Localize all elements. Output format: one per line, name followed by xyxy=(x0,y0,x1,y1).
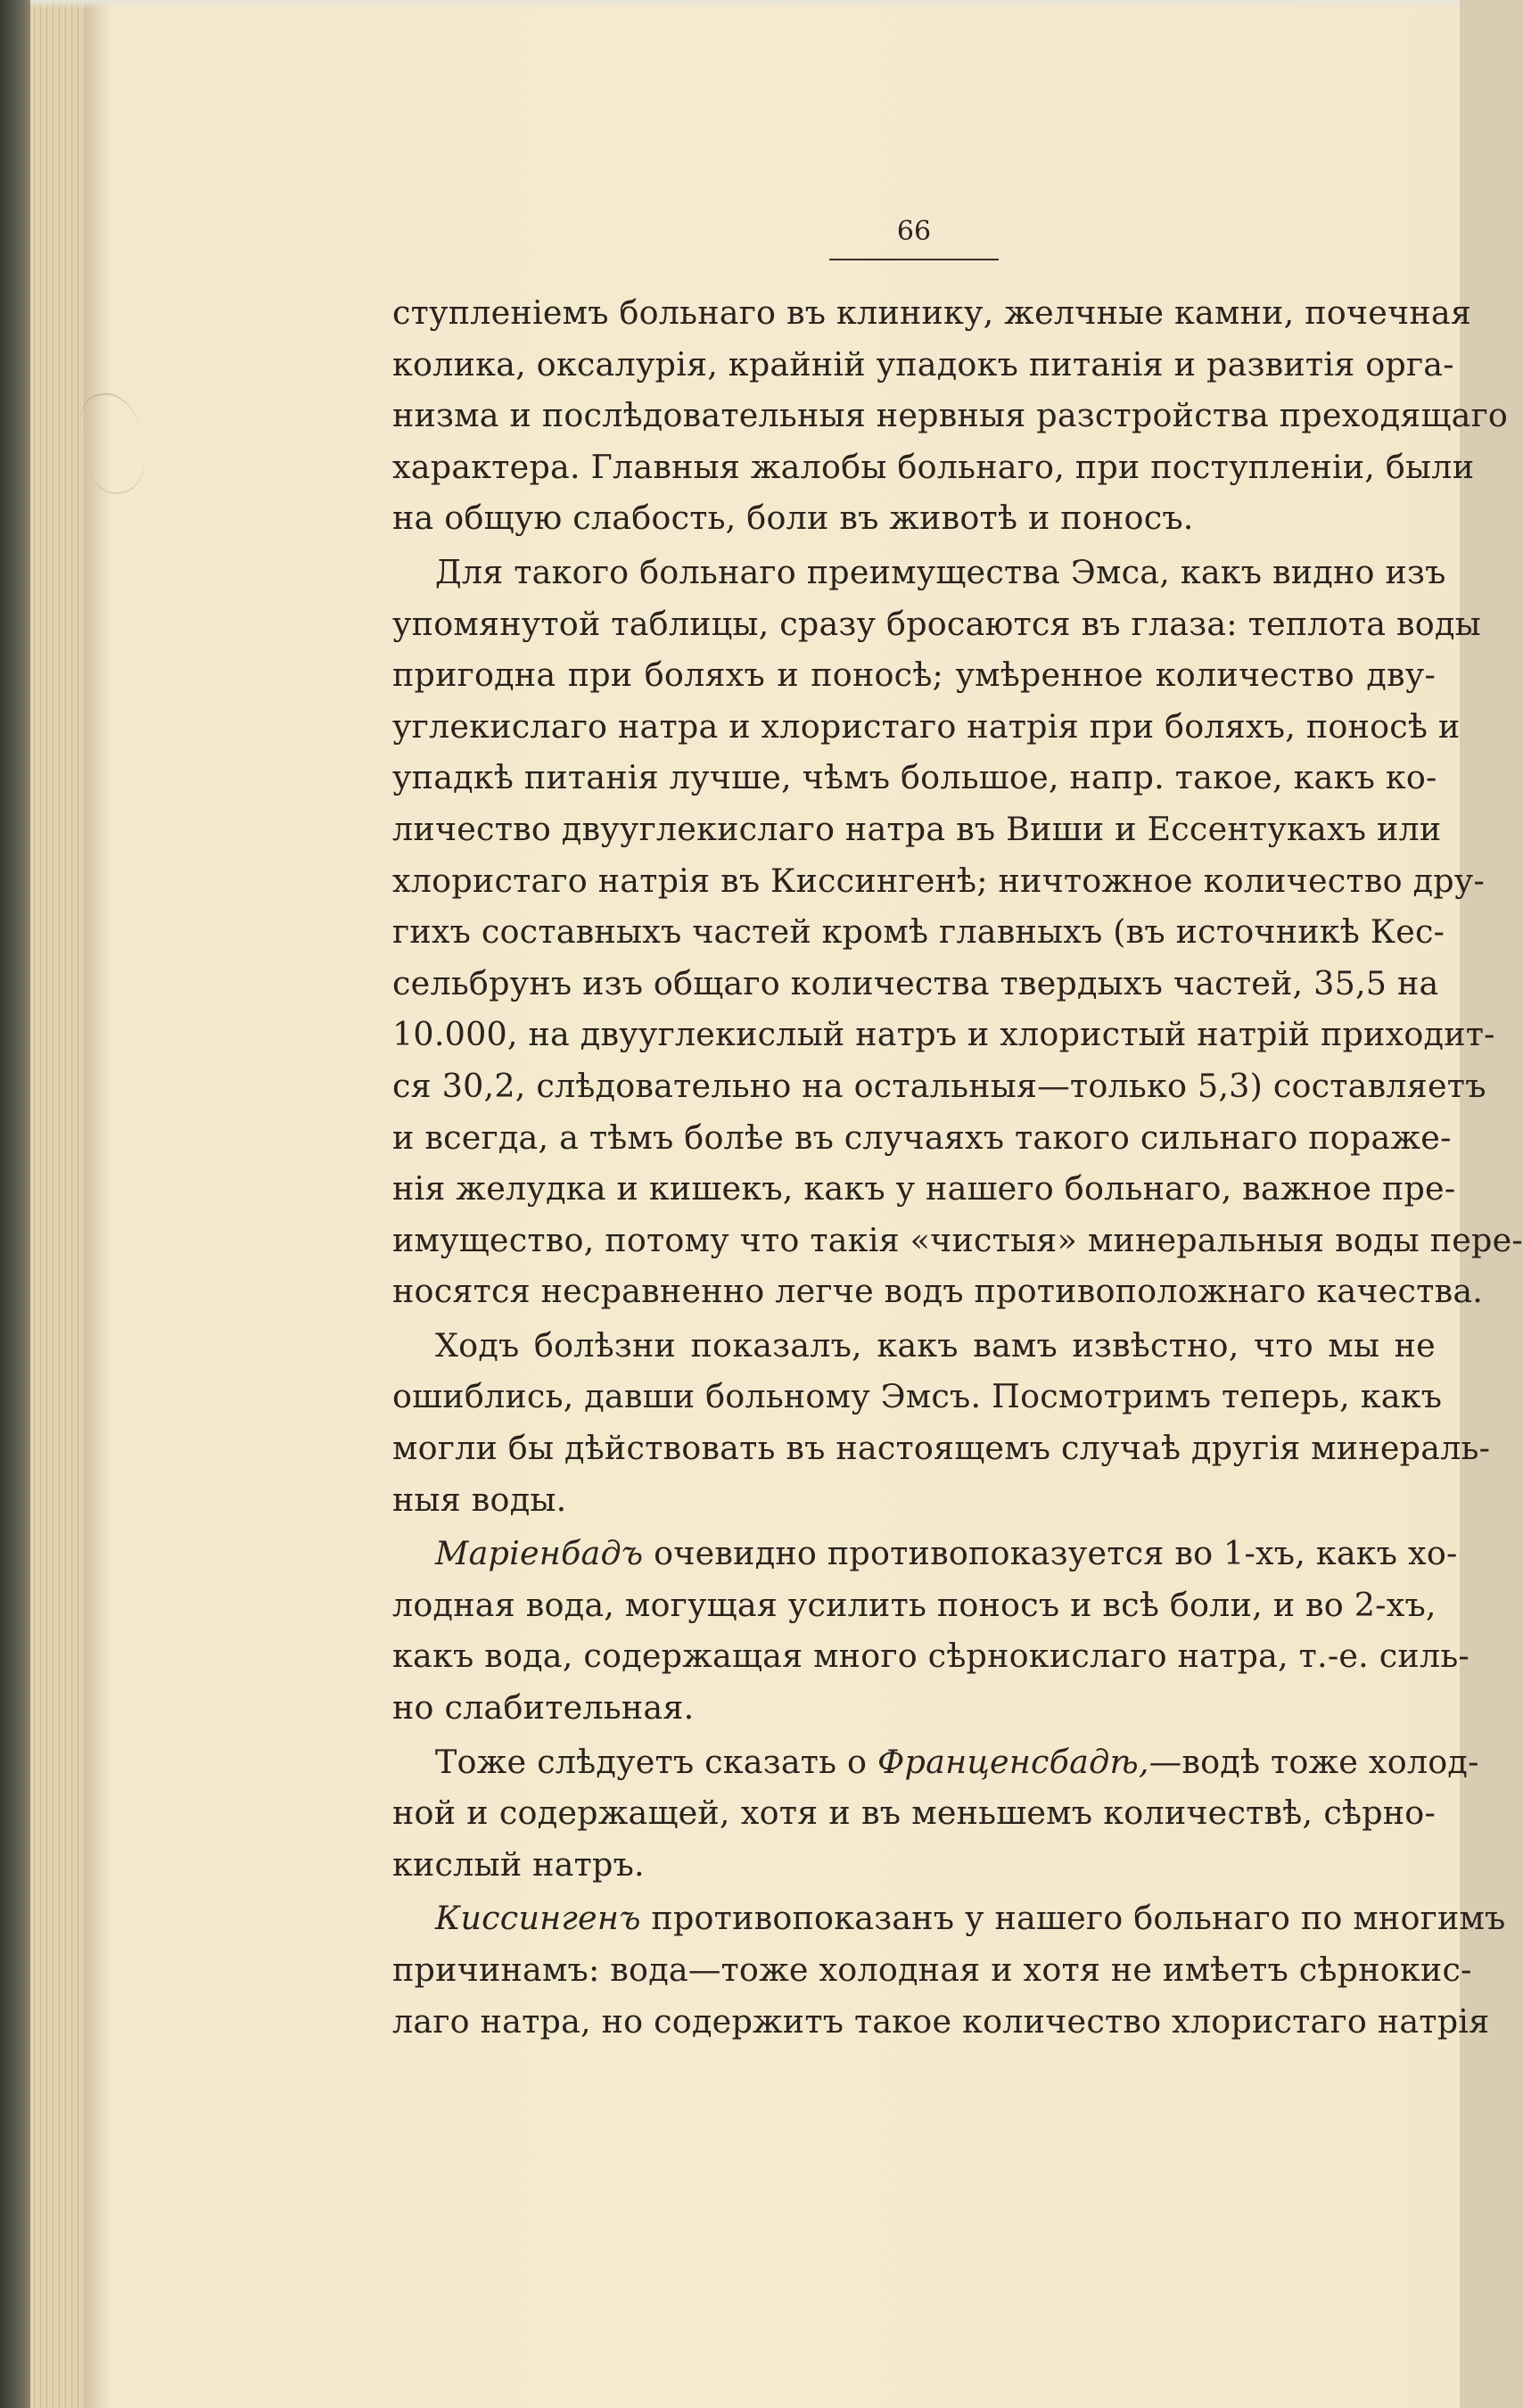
text-line: гихъ составныхъ частей кромѣ главныхъ (въ источникѣ Кес- xyxy=(392,912,1445,952)
italic-term: Францeнсбадѣ, xyxy=(877,1742,1149,1781)
text-line: кислый натръ. xyxy=(392,1844,645,1884)
book-binding xyxy=(0,0,30,2408)
text-line: пригодна при боляхъ и поносѣ; умѣренное количество дву- xyxy=(392,656,1436,695)
text-line: Ходъ болѣзни показалъ, какъ вамъ извѣстно, что мы не xyxy=(435,1325,1436,1365)
text-line: углекислаго натра и хлористаго натрія при боляхъ, поносѣ и xyxy=(392,706,1461,746)
text-line: нія желудка и кишекъ, какъ у нашего больнаго, важное пре- xyxy=(392,1169,1456,1208)
text-line: низма и послѣдовательныя нервныя разстройства преходящаго xyxy=(392,396,1509,435)
text-line: на общую слабость, боли въ животѣ и поносъ. xyxy=(392,499,1194,538)
text-line: ныя воды. xyxy=(392,1480,567,1519)
gutter-shadow xyxy=(84,0,111,2408)
text-line: ошиблись, давши больному Эмсъ. Посмотримъ теперь, какъ xyxy=(392,1377,1443,1416)
text-line: личество двууглекислаго натра въ Виши и Ессентукахъ или xyxy=(392,809,1442,848)
italic-term: Маріенбадъ xyxy=(435,1534,644,1573)
text-line: какъ вода, содержащая много сѣрнокислаго натра, т.-е. силь- xyxy=(392,1637,1469,1676)
text-line: ся 30,2, слѣдовательно на остальныя—только 5,3) составляетъ xyxy=(392,1066,1486,1105)
page-edges xyxy=(30,0,84,2408)
text-line: колика, оксалурія, крайній упадокъ питанія и развитія орга- xyxy=(392,344,1454,383)
text-line: хлористаго натрія въ Киссингенѣ; ничтожное количество дру- xyxy=(392,861,1486,900)
text-line: могли бы дѣйствовать въ настоящемъ случаѣ другія минераль- xyxy=(392,1429,1491,1468)
text-run: противопоказанъ у нашего больнаго по многимъ xyxy=(640,1899,1506,1938)
text-line xyxy=(392,1736,1479,1788)
page-number-rule xyxy=(829,259,999,260)
text-line: 10.000, на двууглекислый натръ и хлористый натрій приходит- xyxy=(392,1015,1495,1054)
text-run: очевидно противопоказуется во 1-хъ, какъ хо- xyxy=(643,1534,1458,1573)
italic-term: Киссингенъ xyxy=(435,1899,641,1938)
text-line: лодная вода, могущая усилить поносъ и всѣ боли, и во 2-хъ, xyxy=(392,1585,1437,1624)
text-line: но слабительная. xyxy=(392,1688,695,1728)
text-line: ступленіемъ больнаго въ клинику, желчные камни, почечная xyxy=(392,293,1472,332)
text-line: лаго натра, но содержитъ такое количество хлористаго натрія xyxy=(392,2001,1490,2041)
body-text xyxy=(392,287,1523,2047)
text-line: упомянутой таблицы, сразу бросаются въ глаза: теплота воды xyxy=(392,604,1481,643)
text-line: имущество, потому что такія «чистыя» минеральныя воды пере- xyxy=(392,1220,1523,1259)
text-line xyxy=(392,1893,1506,1944)
text-run: Тоже слѣдуетъ сказать о xyxy=(435,1742,878,1781)
top-edge xyxy=(30,0,1460,9)
text-line: характера. Главныя жалобы больнаго, при поступленіи, были xyxy=(392,447,1475,486)
text-run: —водѣ тоже холод- xyxy=(1148,1742,1479,1781)
text-line: ной и содержащей, хотя и въ меньшемъ количествѣ, сѣрно- xyxy=(392,1794,1436,1833)
text-line: носятся несравненно легче водъ противоположнаго качества. xyxy=(392,1272,1484,1311)
text-line: сельбрунъ изъ общаго количества твердыхъ частей, 35,5 на xyxy=(392,963,1439,1002)
text-line: и всегда, а тѣмъ болѣе въ случаяхъ такого сильнаго пораже- xyxy=(392,1117,1452,1157)
text-line: Для такого больнаго преимущества Эмса, какъ видно изъ xyxy=(435,552,1446,591)
text-line: причинамъ: вода—тоже холодная и хотя не имѣетъ сѣрнокис- xyxy=(392,1950,1472,1989)
text-line xyxy=(392,1528,1458,1579)
page-number: 66 xyxy=(896,216,932,247)
text-line: упадкѣ питанія лучше, чѣмъ большое, напр. такое, какъ ко- xyxy=(392,758,1437,797)
